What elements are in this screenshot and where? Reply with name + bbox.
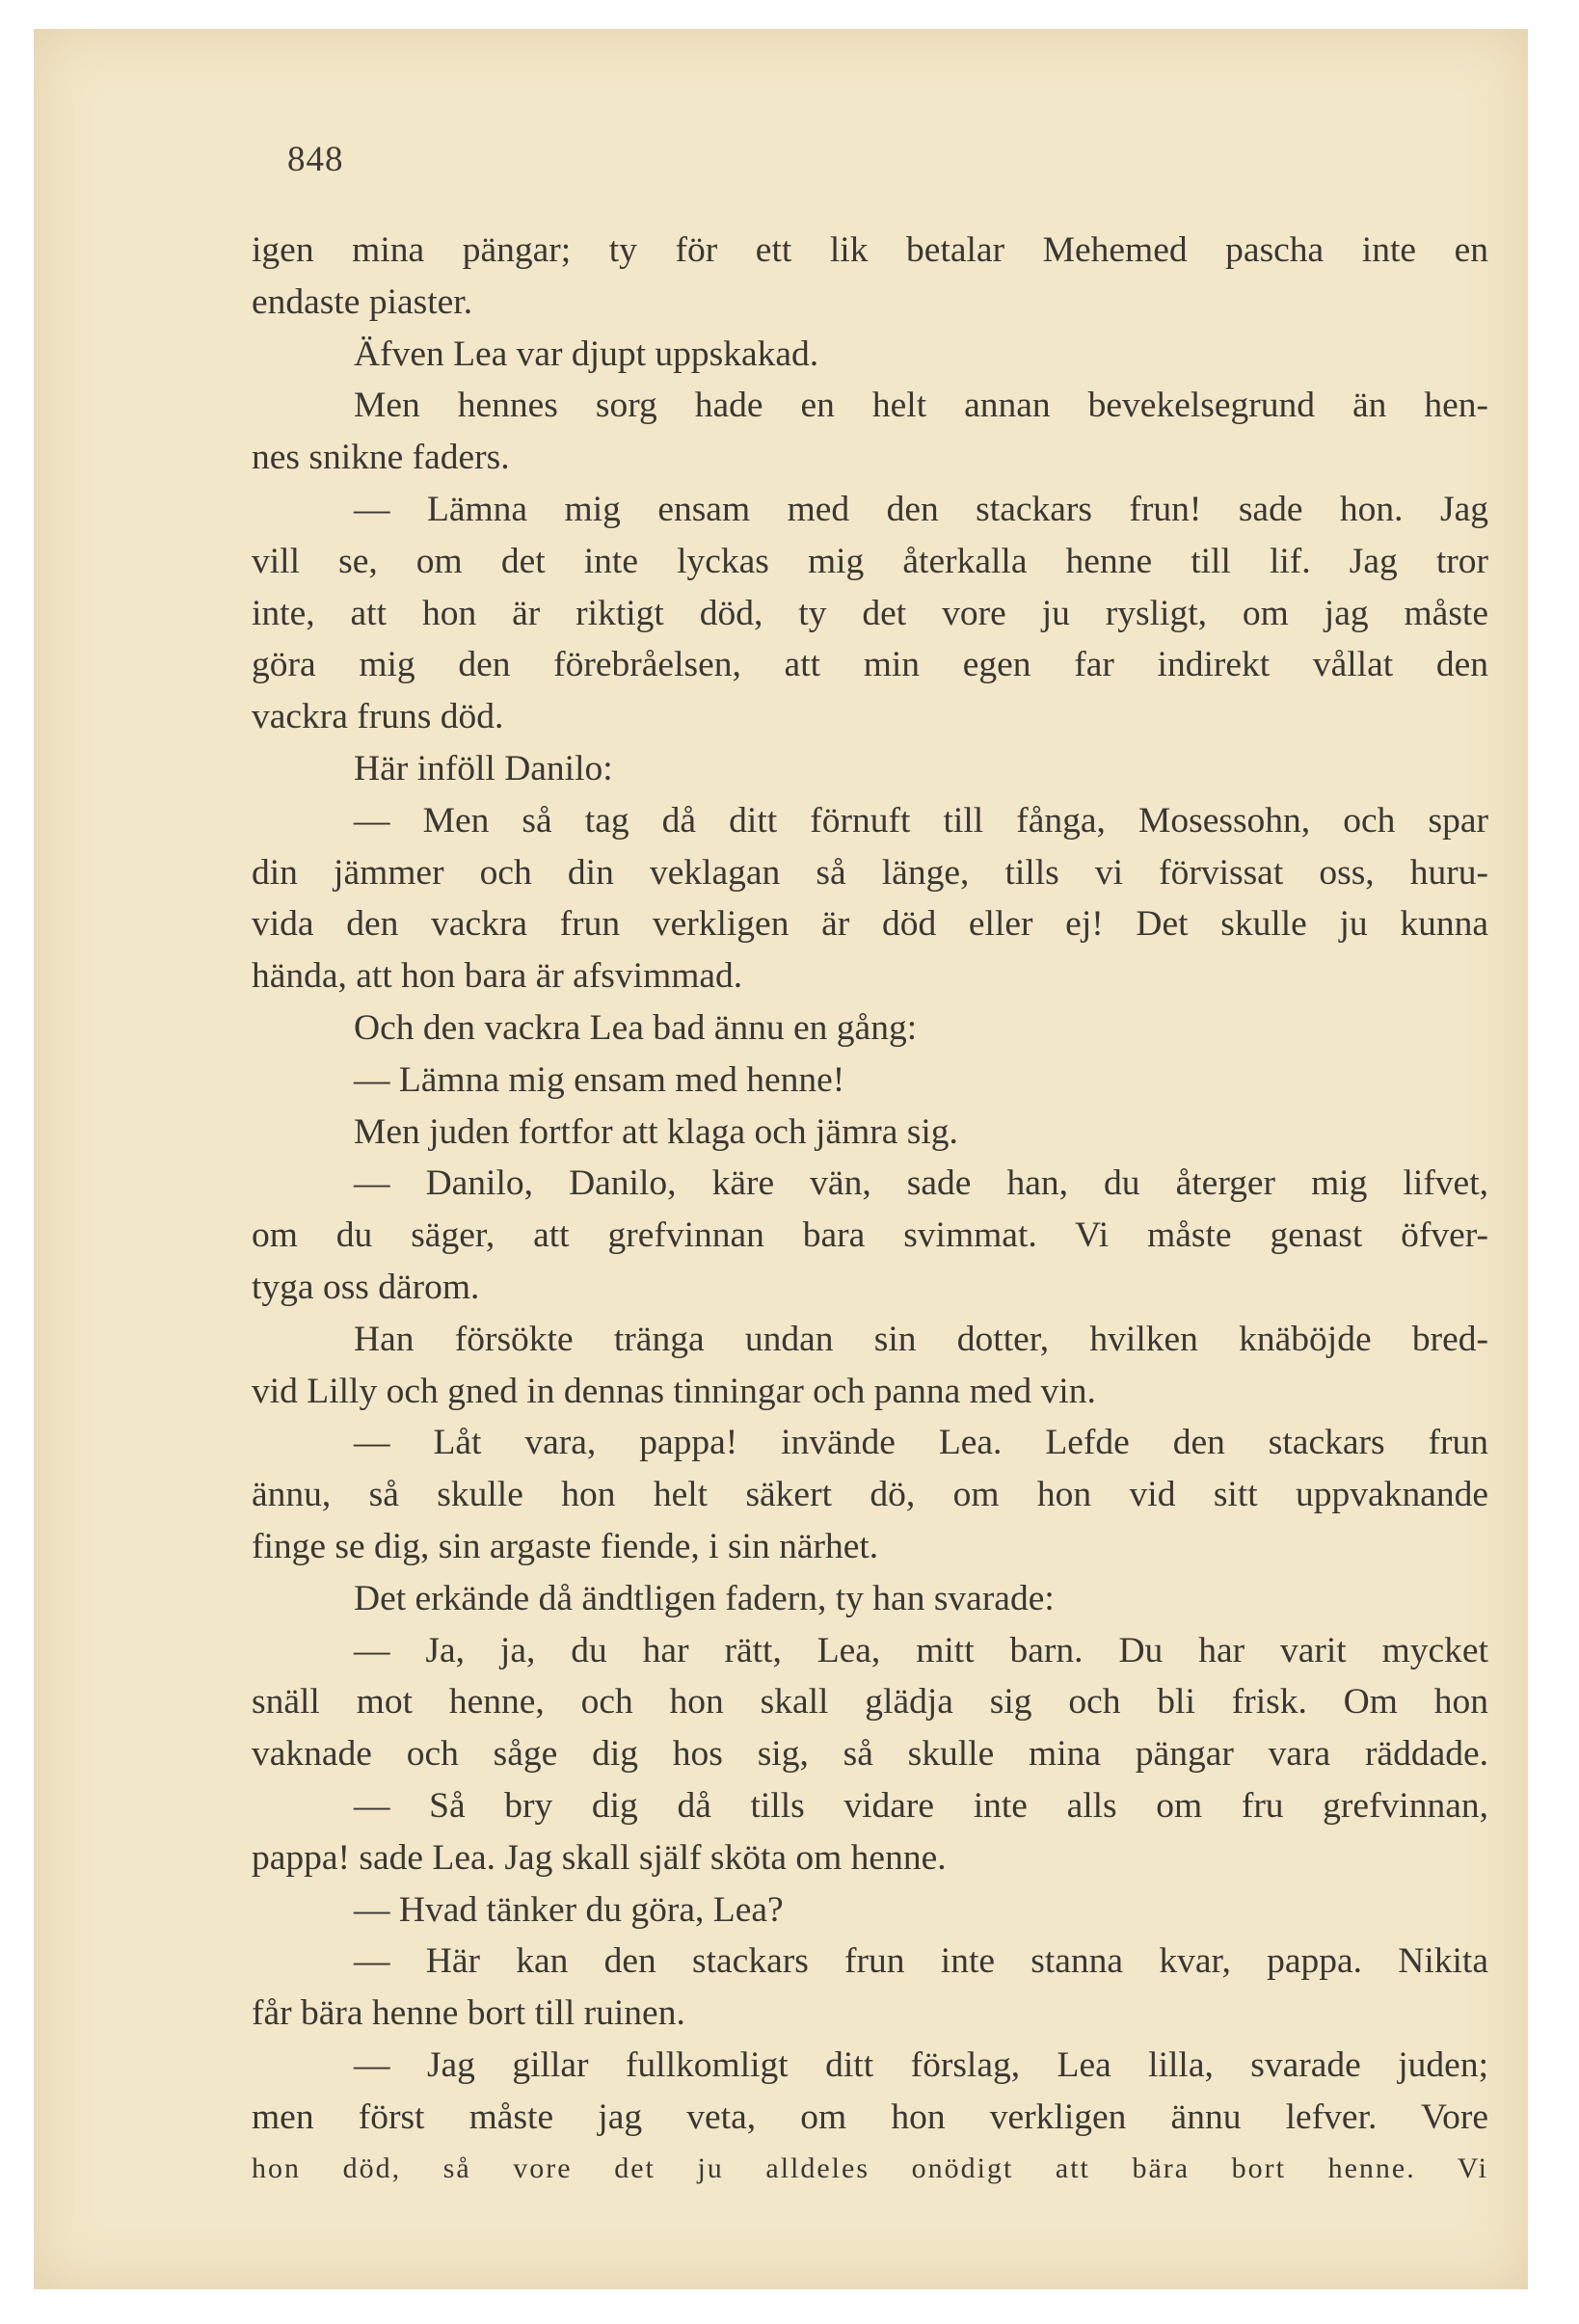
text-line: endaste piaster. xyxy=(252,281,473,322)
text-line: Han försökte tränga undan sin dotter, hvilken knäböjde bred- xyxy=(354,1319,1488,1359)
text-line: — Hvad tänker du göra, Lea? xyxy=(354,1889,784,1930)
text-line: — Lämna mig ensam med den stackars frun! sade hon. Jag xyxy=(354,489,1488,529)
text-line: om du säger, att grefvinnan bara svimmat. Vi måste genast öfver- xyxy=(252,1215,1488,1256)
text-line: hända, att hon bara är afsvimmad. xyxy=(252,956,743,997)
text-line: nes snikne faders. xyxy=(252,438,510,478)
text-line: finge se dig, sin argaste fiende, i sin närhet. xyxy=(252,1526,879,1566)
text-line: din jämmer och din veklagan så länge, tills vi förvissat oss, huru- xyxy=(252,852,1488,893)
text-line: Det erkände då ändtligen fadern, ty han svarade: xyxy=(354,1578,1055,1618)
text-line: Äfven Lea var djupt uppskakad. xyxy=(354,334,819,374)
book-page xyxy=(34,29,1528,2289)
text-line: vid Lilly och gned in dennas tinningar och panna med vin. xyxy=(252,1371,1096,1411)
text-line: — Men så tag då ditt förnuft till fånga, Mosessohn, och spar xyxy=(354,800,1488,841)
text-line: — Här kan den stackars frun inte stanna kvar, pappa. Nikita xyxy=(354,1941,1488,1982)
text-line: vida den vackra frun verkligen är död eller ej! Det skulle ju kunna xyxy=(252,904,1488,945)
text-line: — Jag gillar fullkomligt ditt förslag, Lea lilla, svarade juden; xyxy=(354,2044,1488,2085)
text-line: Här inföll Danilo: xyxy=(354,748,613,788)
text-line: — Danilo, Danilo, käre vän, sade han, du återger mig lifvet, xyxy=(354,1163,1488,1204)
text-line: vackra fruns död. xyxy=(252,697,504,737)
text-line: Och den vackra Lea bad ännu en gång: xyxy=(354,1007,918,1048)
page-number: 848 xyxy=(287,140,344,179)
text-line: Men hennes sorg hade en helt annan bevekelsegrund än hen- xyxy=(354,386,1488,426)
text-line: — Lämna mig ensam med henne! xyxy=(354,1059,845,1100)
text-line: hon död, så vore det ju alldeles onödigt att bära bort henne. Vi xyxy=(252,2152,1488,2185)
text-line: — Ja, ja, du har rätt, Lea, mitt barn. Du har varit mycket xyxy=(354,1630,1488,1670)
text-line: snäll mot henne, och hon skall glädja sig och bli frisk. Om hon xyxy=(252,1682,1488,1723)
text-line: — Så bry dig då tills vidare inte alls om fru grefvinnan, xyxy=(354,1785,1488,1826)
text-line: ännu, så skulle hon helt säkert dö, om hon vid sitt uppvaknande xyxy=(252,1475,1488,1515)
text-line: vill se, om det inte lyckas mig återkalla henne till lif. Jag tror xyxy=(252,541,1488,581)
text-line: pappa! sade Lea. Jag skall själf sköta om henne. xyxy=(252,1837,947,1878)
text-line: får bära henne bort till ruinen. xyxy=(252,1993,685,2034)
text-line: igen mina pängar; ty för ett lik betalar Mehemed pascha inte en xyxy=(252,230,1488,270)
text-line: vaknade och såge dig hos sig, så skulle mina pängar vara räddade. xyxy=(252,1734,1488,1775)
text-line: tyga oss därom. xyxy=(252,1267,480,1307)
text-line: inte, att hon är riktigt död, ty det vore ju rysligt, om jag måste xyxy=(252,593,1488,633)
text-line: Men juden fortfor att klaga och jämra sig. xyxy=(354,1111,958,1152)
text-line: — Låt vara, pappa! invände Lea. Lefde den stackars frun xyxy=(354,1423,1488,1463)
text-line: men först måste jag veta, om hon verkligen ännu lefver. Vore xyxy=(252,2097,1488,2137)
text-line: göra mig den förebråelsen, att min egen far indirekt vållat den xyxy=(252,645,1488,685)
body-text xyxy=(252,225,1488,2195)
